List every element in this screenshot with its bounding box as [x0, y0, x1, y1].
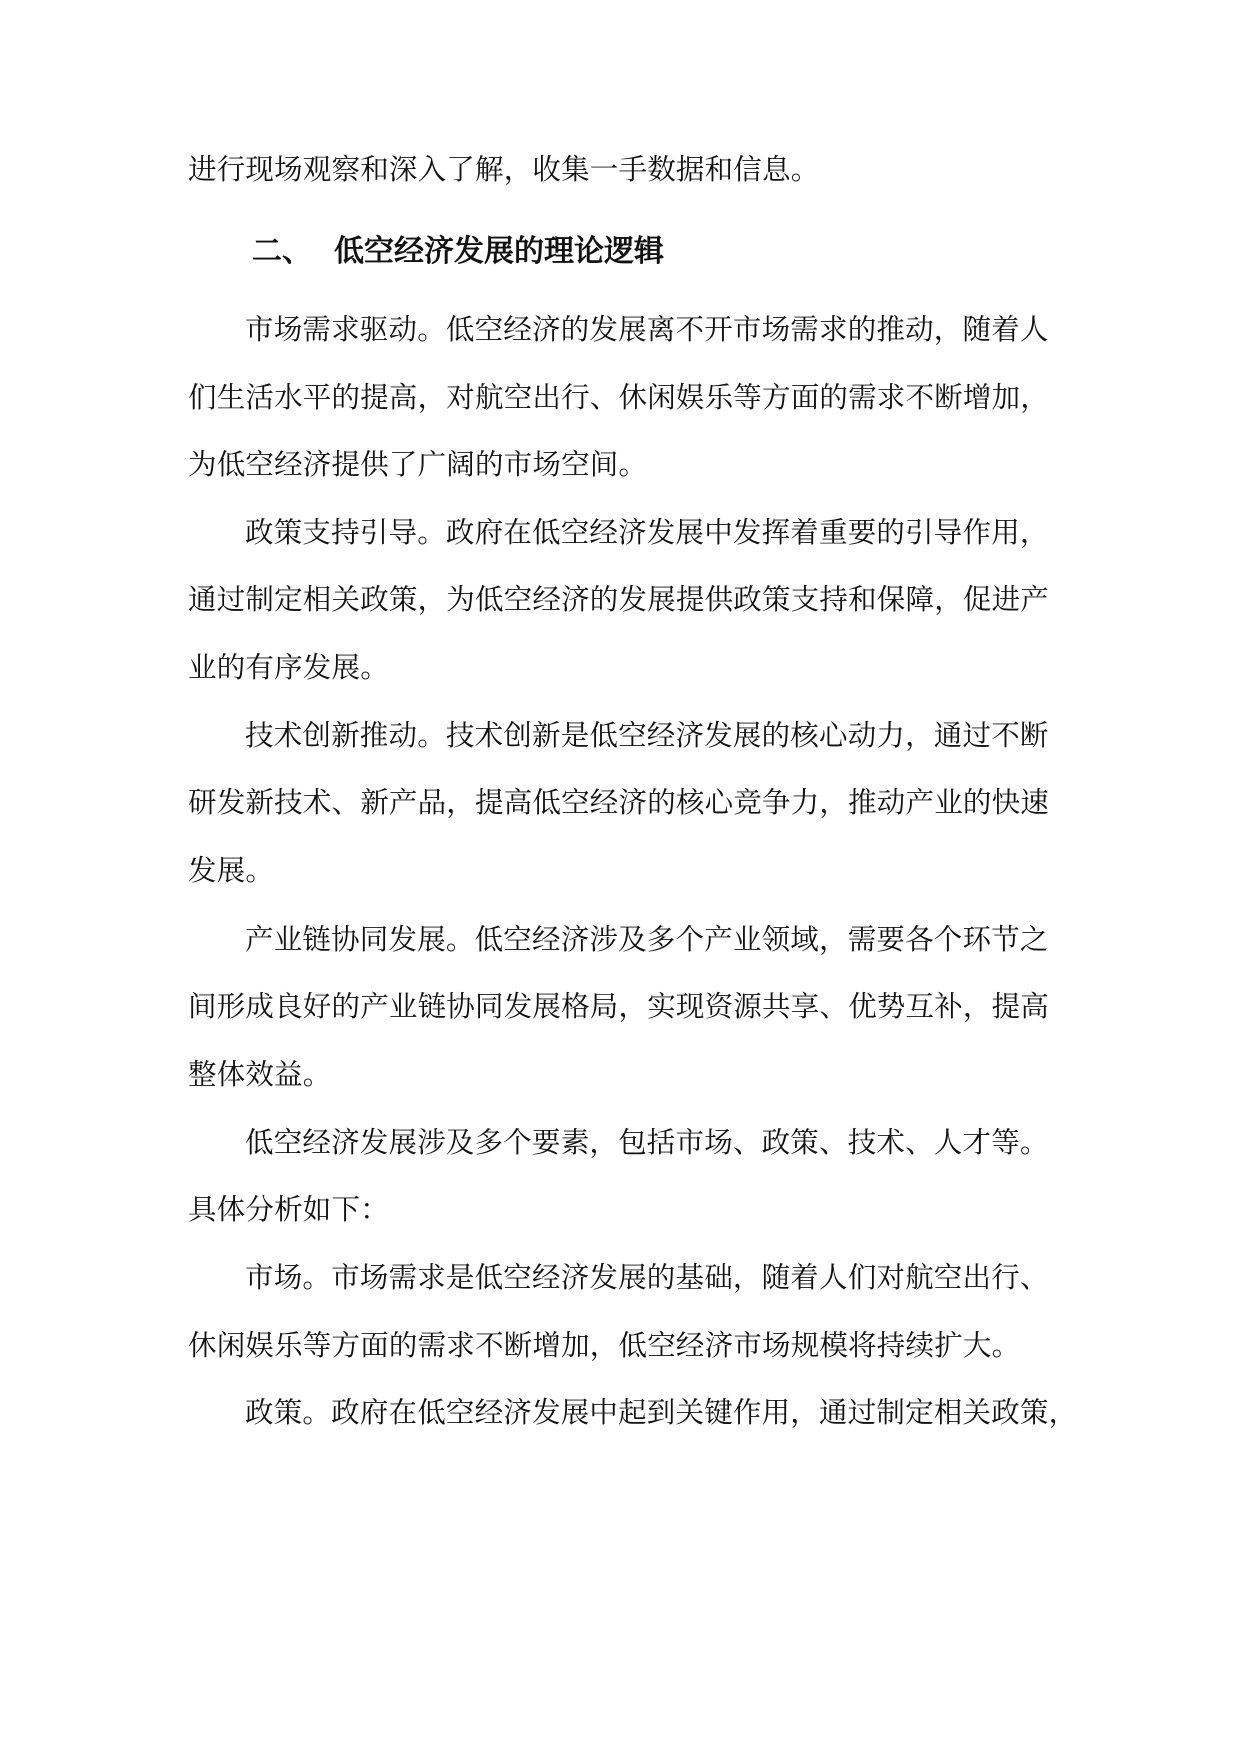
paragraph-line: 低空经济发展涉及多个要素，包括市场、政策、技术、人才等。 [245, 1126, 1049, 1159]
paragraph-line: 发展。 [188, 854, 275, 887]
paragraph-line: 业的有序发展。 [188, 651, 389, 684]
paragraph-line: 整体效益。 [188, 1058, 332, 1091]
section-title: 低空经济发展的理论逻辑 [334, 234, 664, 269]
paragraph-line: 具体分析如下： [188, 1193, 389, 1226]
paragraph-line: 政策。政府在低空经济发展中起到关键作用，通过制定相关政策， [245, 1396, 1078, 1429]
paragraph-line: 间形成良好的产业链协同发展格局，实现资源共享、优势互补，提高 [188, 990, 1050, 1023]
paragraph-line: 休闲娱乐等方面的需求不断增加，低空经济市场规模将持续扩大。 [188, 1329, 1021, 1362]
paragraph-line: 市场需求驱动。低空经济的发展离不开市场需求的推动，随着人 [245, 313, 1049, 346]
paragraph-line: 为低空经济提供了广阔的市场空间。 [188, 448, 648, 481]
paragraph-line: 们生活水平的提高，对航空出行、休闲娱乐等方面的需求不断增加， [188, 381, 1050, 414]
section-heading [252, 232, 664, 272]
paragraph-line: 技术创新推动。技术创新是低空经济发展的核心动力，通过不断 [245, 719, 1049, 752]
section-number: 二、 [252, 234, 312, 269]
paragraph-line: 研发新技术、新产品，提高低空经济的核心竞争力，推动产业的快速 [188, 786, 1050, 819]
paragraph-line: 市场。市场需求是低空经济发展的基础，随着人们对航空出行、 [245, 1261, 1049, 1294]
intro-tail-line: 进行现场观察和深入了解，收集一手数据和信息。 [188, 153, 820, 186]
paragraph-line: 通过制定相关政策，为低空经济的发展提供政策支持和保障，促进产 [188, 583, 1050, 616]
paragraph-line: 产业链协同发展。低空经济涉及多个产业领域，需要各个环节之 [245, 923, 1049, 956]
paragraph-line: 政策支持引导。政府在低空经济发展中发挥着重要的引导作用， [245, 516, 1049, 549]
